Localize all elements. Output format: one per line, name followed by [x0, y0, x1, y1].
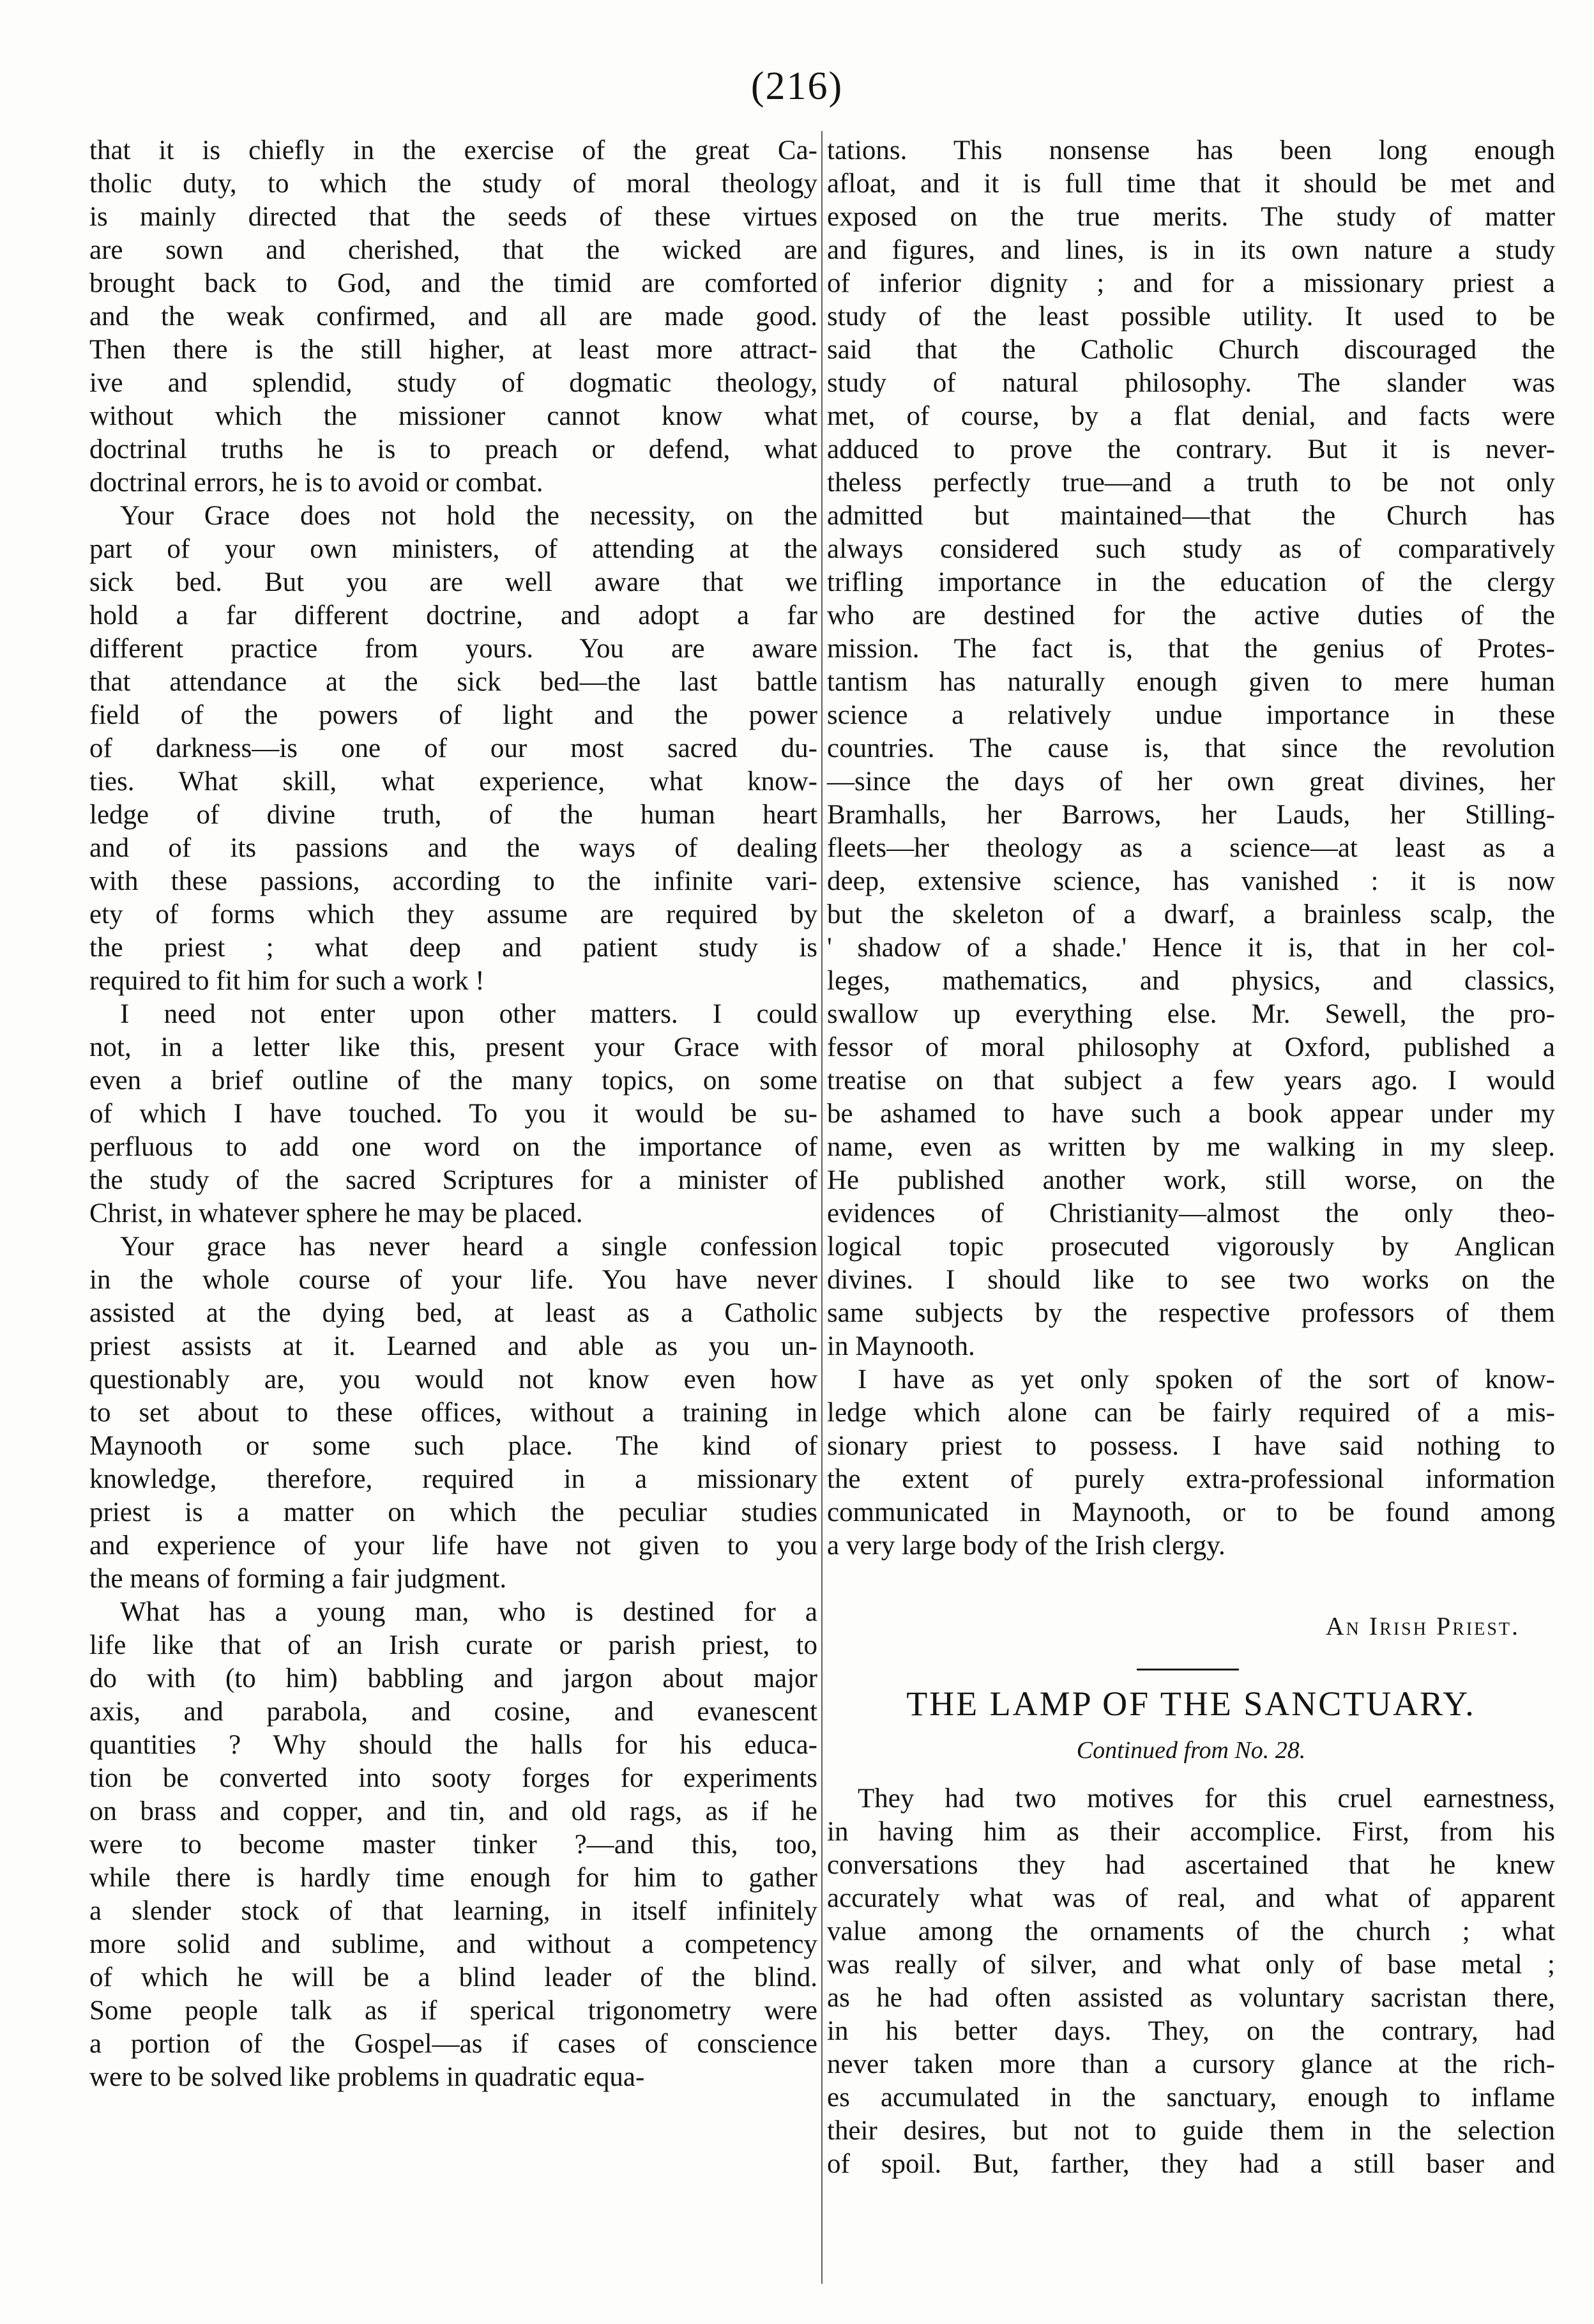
right-column-line: deep, extensive science, has vanished : it is now — [827, 866, 1555, 896]
right-column-line: theless perfectly true—and a truth to be not only — [827, 468, 1555, 498]
right-column-line: afloat, and it is full time that it should be met and — [827, 169, 1555, 199]
left-column-line: that attendance at the sick bed—the last battle — [89, 667, 817, 697]
right-column-line: trifling importance in the education of the clergy — [827, 567, 1555, 597]
left-column-line: assisted at the dying bed, at least as a Catholic — [89, 1298, 817, 1328]
right-column-line: leges, mathematics, and physics, and classics, — [827, 966, 1555, 996]
left-column-line: a slender stock of that learning, in itself infinitely — [89, 1896, 817, 1926]
left-column-line: hold a far different doctrine, and adopt a far — [89, 600, 817, 631]
left-column-line: What has a young man, who is destined for a — [120, 1597, 817, 1627]
section-rule — [1137, 1669, 1239, 1670]
left-column-line: to set about to these offices, without a training in — [89, 1398, 817, 1428]
right-column-line: ' shadow of a shade.' Hence it is, that in her col- — [827, 933, 1555, 963]
right-column-lower-line: in his better days. They, on the contrary, had — [827, 2016, 1555, 2046]
left-column-line: Christ, in whatever sphere he may be placed. — [89, 1198, 583, 1228]
left-column-line: field of the powers of light and the power — [89, 700, 817, 730]
left-column-line: perfluous to add one word on the importance of — [89, 1132, 817, 1162]
left-column-line: priest assists at it. Learned and able as you un- — [89, 1331, 817, 1361]
left-column-line: tholic duty, to which the study of moral theology — [89, 169, 817, 199]
right-column-line: fessor of moral philosophy at Oxford, published a — [827, 1032, 1555, 1062]
left-column-line: ety of forms which they assume are required by — [89, 899, 817, 929]
right-column-line: and figures, and lines, is in its own nature a study — [827, 235, 1555, 265]
left-column-line: tion be converted into sooty forges for experiments — [89, 1763, 817, 1793]
right-column-lower-line: never taken more than a cursory glance at the rich- — [827, 2049, 1555, 2079]
left-column-line: of which he will be a blind leader of the blind. — [89, 1962, 817, 1992]
right-column-upper — [827, 134, 1555, 1563]
left-column-line: that it is chiefly in the exercise of the great Ca- — [89, 135, 817, 165]
right-column-line: communicated in Maynooth, or to be found among — [827, 1497, 1555, 1527]
column-divider — [821, 131, 823, 2284]
left-column-line: priest is a matter on which the peculiar studies — [89, 1497, 817, 1527]
right-column-line: same subjects by the respective professors of them — [827, 1298, 1555, 1328]
right-column-line: in Maynooth. — [827, 1331, 975, 1361]
right-column-line: He published another work, still worse, on the — [827, 1165, 1555, 1195]
left-column-line: Maynooth or some such place. The kind of — [89, 1431, 817, 1461]
left-column-line: ties. What skill, what experience, what know- — [89, 767, 817, 797]
right-column-line: —since the days of her own great divines, her — [827, 767, 1555, 797]
right-column-line: the extent of purely extra-professional information — [827, 1464, 1555, 1494]
left-column-line: quantities ? Why should the halls for his educa- — [89, 1730, 817, 1760]
left-column-line: axis, and parabola, and cosine, and evanescent — [89, 1697, 817, 1727]
right-column-line: treatise on that subject a few years ago. I would — [827, 1066, 1555, 1096]
right-column-line: said that the Catholic Church discouraged the — [827, 335, 1555, 365]
left-column-line: were to be solved like problems in quadratic equa- — [89, 2062, 645, 2092]
right-column-line: exposed on the true merits. The study of matter — [827, 202, 1555, 232]
right-column-line: countries. The cause is, that since the revolution — [827, 733, 1555, 763]
left-column-line: is mainly directed that the seeds of these virtues — [89, 202, 817, 232]
left-column-line: Then there is the still higher, at least more attract- — [89, 335, 817, 365]
right-column-line: a very large body of the Irish clergy. — [827, 1531, 1226, 1561]
right-column-line: who are destined for the active duties of the — [827, 600, 1555, 631]
left-column-line: and the weak confirmed, and all are made good. — [89, 302, 817, 332]
left-column-line: the means of forming a fair judgment. — [89, 1564, 507, 1594]
left-column-line: while there is hardly time enough for him to gather — [89, 1863, 817, 1893]
left-column-line: required to fit him for such a work ! — [89, 966, 485, 996]
right-column-lower-line: as he had often assisted as voluntary sacristan there, — [827, 1983, 1555, 2013]
left-column-line: without which the missioner cannot know what — [89, 401, 817, 431]
left-column-line: ledge of divine truth, of the human heart — [89, 800, 817, 830]
right-column-lower-line: conversations they had ascertained that he knew — [827, 1850, 1555, 1880]
left-column-line: knowledge, therefore, required in a missionary — [89, 1464, 817, 1494]
left-column-line: and of its passions and the ways of dealing — [89, 833, 817, 863]
right-column-line: name, even as written by me walking in my sleep. — [827, 1132, 1555, 1162]
right-column-line: ledge which alone can be fairly required of a mis- — [827, 1398, 1555, 1428]
right-column-lower-line: their desires, but not to guide them in the selection — [827, 2116, 1555, 2146]
right-column-line: always considered such study as of comparatively — [827, 534, 1555, 564]
right-column-line: of inferior dignity ; and for a missionary priest a — [827, 268, 1555, 298]
right-column-lower — [827, 1782, 1555, 2181]
left-column-line: even a brief outline of the many topics, on some — [89, 1066, 817, 1096]
right-column-line: fleets—her theology as a science—at least as a — [827, 833, 1555, 863]
right-column-line: be ashamed to have such a book appear under my — [827, 1099, 1555, 1129]
left-column-line: life like that of an Irish curate or parish priest, to — [89, 1630, 817, 1660]
left-column-line: the priest ; what deep and patient study is — [89, 933, 817, 963]
right-column-lower-line: accurately what was of real, and what of apparent — [827, 1883, 1555, 1913]
right-column-lower-line: They had two motives for this cruel earnestness, — [858, 1784, 1555, 1814]
left-column-line: doctrinal errors, he is to avoid or combat. — [89, 468, 543, 498]
right-column-line: divines. I should like to see two works on the — [827, 1265, 1555, 1295]
left-column-line: more solid and sublime, and without a competency — [89, 1929, 817, 1959]
right-column-lower-line: was really of silver, and what only of base metal ; — [827, 1950, 1555, 1980]
left-column-line: do with (to him) babbling and jargon about major — [89, 1663, 817, 1693]
left-column-line: part of your own ministers, of attending at the — [89, 534, 817, 564]
left-column-line: are sown and cherished, that the wicked are — [89, 235, 817, 265]
left-column-line: of darkness—is one of our most sacred du- — [89, 733, 817, 763]
left-column — [89, 134, 817, 2094]
article-subtitle: Continued from No. 28. — [1076, 1737, 1306, 1764]
article-title: THE LAMP OF THE SANCTUARY. — [906, 1685, 1476, 1723]
right-column-line: study of the least possible utility. It used to be — [827, 302, 1555, 332]
signature: An Irish Priest. — [1325, 1612, 1520, 1640]
left-column-line: not, in a letter like this, present your Grace with — [89, 1032, 817, 1062]
right-column-line: but the skeleton of a dwarf, a brainless scalp, the — [827, 899, 1555, 929]
left-column-line: different practice from yours. You are aware — [89, 634, 817, 664]
left-column-line: doctrinal truths he is to preach or defend, what — [89, 434, 817, 464]
left-column-line: were to become master tinker ?—and this, too, — [89, 1830, 817, 1860]
left-column-line: a portion of the Gospel—as if cases of conscience — [89, 2029, 817, 2059]
left-column-line: sick bed. But you are well aware that we — [89, 567, 817, 597]
right-column-lower-line: es accumulated in the sanctuary, enough to inflame — [827, 2083, 1555, 2113]
right-column-line: Bramhalls, her Barrows, her Lauds, her Stilling- — [827, 800, 1555, 830]
left-column-line: on brass and copper, and tin, and old rags, as if he — [89, 1796, 817, 1826]
right-column-lower-line: in having him as their accomplice. First, from his — [827, 1817, 1555, 1847]
right-column-line: logical topic prosecuted vigorously by Anglican — [827, 1232, 1555, 1262]
left-column-line: I need not enter upon other matters. I could — [120, 999, 817, 1029]
left-column-line: brought back to God, and the timid are comforted — [89, 268, 817, 298]
right-column-line: tantism has naturally enough given to mere human — [827, 667, 1555, 697]
left-column-line: the study of the sacred Scriptures for a minister of — [89, 1165, 817, 1195]
right-column-line: sionary priest to possess. I have said nothing to — [827, 1431, 1555, 1461]
right-column-lower-line: of spoil. But, farther, they had a still baser and — [827, 2149, 1555, 2179]
right-column-line: adduced to prove the contrary. But it is never- — [827, 434, 1555, 464]
left-column-line: ive and splendid, study of dogmatic theology, — [89, 368, 817, 398]
left-column-line: Some people talk as if sperical trigonometry were — [89, 1996, 817, 2026]
left-column-line: Your grace has never heard a single confession — [120, 1232, 817, 1262]
right-column-line: tations. This nonsense has been long enough — [827, 135, 1555, 165]
right-column-line: swallow up everything else. Mr. Sewell, the pro- — [827, 999, 1555, 1029]
right-column-lower-line: value among the ornaments of the church ; what — [827, 1916, 1555, 1946]
right-column-line: study of natural philosophy. The slander was — [827, 368, 1555, 398]
page-number: (216) — [750, 65, 844, 108]
right-column-line: met, of course, by a flat denial, and facts were — [827, 401, 1555, 431]
left-column-line: and experience of your life have not given to you — [89, 1531, 817, 1561]
left-column-line: questionably are, you would not know even how — [89, 1365, 817, 1395]
left-column-line: in the whole course of your life. You have never — [89, 1265, 817, 1295]
right-column-line: evidences of Christianity—almost the only theo- — [827, 1198, 1555, 1228]
right-column-line: science a relatively undue importance in these — [827, 700, 1555, 730]
left-column-line: Your Grace does not hold the necessity, on the — [120, 501, 817, 531]
right-column-line: admitted but maintained—that the Church has — [827, 501, 1555, 531]
left-column-line: of which I have touched. To you it would be su- — [89, 1099, 817, 1129]
right-column-line: I have as yet only spoken of the sort of know- — [858, 1365, 1555, 1395]
right-column-line: mission. The fact is, that the genius of Protes- — [827, 634, 1555, 664]
left-column-line: with these passions, according to the infinite vari- — [89, 866, 817, 896]
